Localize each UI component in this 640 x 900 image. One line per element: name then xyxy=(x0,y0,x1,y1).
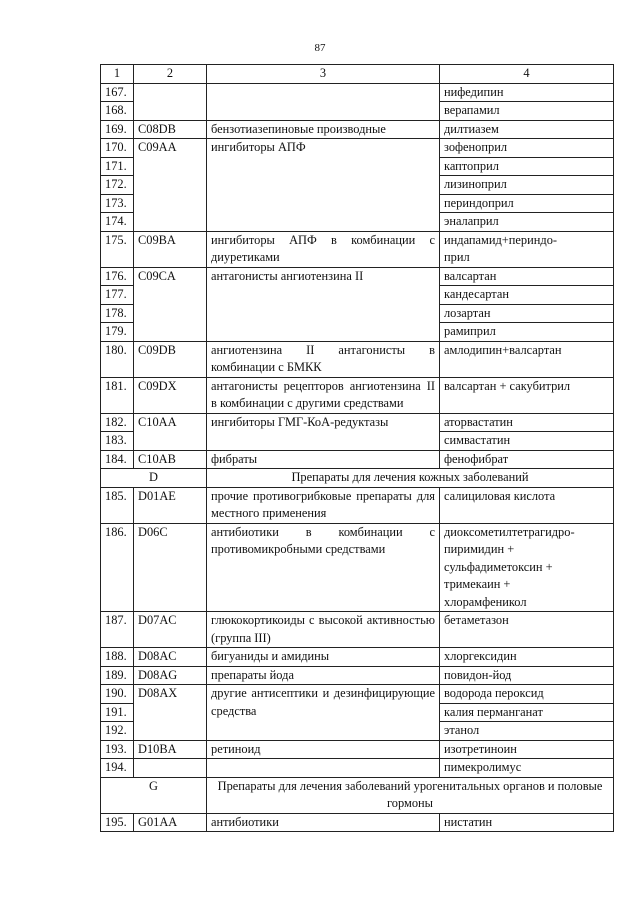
drug-name: периндоприл xyxy=(440,194,614,213)
drug-name: аторвастатин xyxy=(440,413,614,432)
drug-group: глюкокортикоиды с высокой активностью (группа III) xyxy=(207,612,440,648)
row-number: 181. xyxy=(101,377,134,413)
atc-code: C10AA xyxy=(134,413,207,450)
row-number: 169. xyxy=(101,120,134,139)
drug-name: амлодипин+валсартан xyxy=(440,341,614,377)
table-row xyxy=(101,740,614,759)
atc-code xyxy=(134,102,207,121)
drug-name: салициловая кислота xyxy=(440,487,614,523)
atc-code: C09DX xyxy=(134,377,207,413)
section-title: Препараты для лечения заболеваний урогенитальных органов и половые гормоны xyxy=(207,777,614,813)
drug-name: лозартан xyxy=(440,304,614,323)
atc-code: D01AE xyxy=(134,487,207,523)
header-cell: 3 xyxy=(207,65,440,84)
row-number: 168. xyxy=(101,102,134,121)
atc-code: D10BA xyxy=(134,740,207,759)
drug-name: рамиприл xyxy=(440,323,614,342)
drug-name-line: прил xyxy=(444,250,470,264)
atc-code: C10AB xyxy=(134,450,207,469)
page-number: 87 xyxy=(314,42,326,54)
row-number: 195. xyxy=(101,813,134,832)
drug-name: нистатин xyxy=(440,813,614,832)
row-number: 187. xyxy=(101,612,134,648)
table-row xyxy=(101,102,614,121)
table-row xyxy=(101,267,614,286)
row-number: 184. xyxy=(101,450,134,469)
header-cell: 1 xyxy=(101,65,134,84)
row-number: 186. xyxy=(101,523,134,612)
drug-name: повидон-йод xyxy=(440,666,614,685)
table-row xyxy=(101,759,614,778)
row-number: 175. xyxy=(101,231,134,267)
atc-code: C09AA xyxy=(134,139,207,232)
table-row xyxy=(101,120,614,139)
row-number: 182. xyxy=(101,413,134,432)
drug-group: антибиотики xyxy=(207,813,440,832)
drug-list-table xyxy=(100,64,614,832)
section-row-g xyxy=(101,777,614,813)
drug-group: антагонисты рецепторов ангиотензина II в комбинации с другими средствами xyxy=(207,377,440,413)
drug-group: бензотиазепиновые производные xyxy=(207,120,440,139)
drug-name: хлоргексидин xyxy=(440,648,614,667)
drug-group: антагонисты ангиотензина II xyxy=(207,267,440,341)
table-row xyxy=(101,413,614,432)
table-row xyxy=(101,648,614,667)
table-row xyxy=(101,139,614,158)
row-number: 173. xyxy=(101,194,134,213)
drug-name: калия перманганат xyxy=(440,703,614,722)
drug-group: фибраты xyxy=(207,450,440,469)
drug-name: водорода пероксид xyxy=(440,685,614,704)
drug-group: другие антисептики и дезинфицирующие средства xyxy=(207,685,440,741)
row-number: 183. xyxy=(101,432,134,451)
drug-name xyxy=(440,523,614,612)
atc-code: C09CA xyxy=(134,267,207,341)
atc-code: D08AG xyxy=(134,666,207,685)
drug-name: валсартан xyxy=(440,267,614,286)
table-row xyxy=(101,83,614,102)
drug-group: прочие противогрибковые препараты для местного применения xyxy=(207,487,440,523)
drug-name: каптоприл xyxy=(440,157,614,176)
section-row-d xyxy=(101,469,614,488)
drug-group: бигуаниды и амидины xyxy=(207,648,440,667)
row-number: 179. xyxy=(101,323,134,342)
table-row xyxy=(101,450,614,469)
drug-name: фенофибрат xyxy=(440,450,614,469)
atc-code: D06C xyxy=(134,523,207,612)
atc-code xyxy=(134,759,207,778)
drug-name-line: сульфадиметоксин + xyxy=(444,559,553,574)
row-number: 194. xyxy=(101,759,134,778)
drug-group: ингибиторы АПФ в комбинации с диуретиками xyxy=(207,231,440,267)
drug-group: ретиноид xyxy=(207,740,440,759)
drug-group xyxy=(207,83,440,102)
table-row xyxy=(101,523,614,612)
drug-name: этанол xyxy=(440,722,614,741)
table-row xyxy=(101,813,614,832)
section-letter: G xyxy=(101,777,207,813)
header-cell: 2 xyxy=(134,65,207,84)
drug-group: препараты йода xyxy=(207,666,440,685)
drug-group: антибиотики в комбинации с противомикробными средствами xyxy=(207,523,440,612)
table-row xyxy=(101,487,614,523)
drug-name: зофеноприл xyxy=(440,139,614,158)
row-number: 188. xyxy=(101,648,134,667)
row-number: 189. xyxy=(101,666,134,685)
row-number: 176. xyxy=(101,267,134,286)
row-number: 190. xyxy=(101,685,134,704)
drug-name: дилтиазем xyxy=(440,120,614,139)
section-title: Препараты для лечения кожных заболеваний xyxy=(207,469,614,488)
row-number: 177. xyxy=(101,286,134,305)
drug-name: бетаметазон xyxy=(440,612,614,648)
drug-name: эналаприл xyxy=(440,213,614,232)
row-number: 185. xyxy=(101,487,134,523)
table-row xyxy=(101,377,614,413)
drug-name-line: индапамид+периндо- xyxy=(444,232,558,247)
drug-name: валсартан + сакубитрил xyxy=(440,377,614,413)
row-number: 171. xyxy=(101,157,134,176)
header-cell: 4 xyxy=(440,65,614,84)
atc-code: D07AC xyxy=(134,612,207,648)
row-number: 178. xyxy=(101,304,134,323)
atc-code: C09BA xyxy=(134,231,207,267)
drug-name-line: диоксометилтетрагидро- xyxy=(444,524,575,539)
drug-group: ингибиторы ГМГ-КоА-редуктазы xyxy=(207,413,440,450)
drug-group xyxy=(207,759,440,778)
drug-name: лизиноприл xyxy=(440,176,614,195)
table-row xyxy=(101,685,614,704)
atc-code: C09DB xyxy=(134,341,207,377)
drug-name: изотретиноин xyxy=(440,740,614,759)
table-row xyxy=(101,612,614,648)
drug-name xyxy=(440,231,614,267)
drug-name-line: тримекаин + xyxy=(444,577,511,591)
table-row xyxy=(101,666,614,685)
row-number: 180. xyxy=(101,341,134,377)
drug-group xyxy=(207,102,440,121)
atc-code xyxy=(134,83,207,102)
atc-code: D08AC xyxy=(134,648,207,667)
section-letter: D xyxy=(101,469,207,488)
drug-group: ангиотензина II антагонисты в комбинации с БМКК xyxy=(207,341,440,377)
row-number: 172. xyxy=(101,176,134,195)
drug-name: симвастатин xyxy=(440,432,614,451)
atc-code: G01AA xyxy=(134,813,207,832)
drug-name-line: хлорамфеникол xyxy=(444,594,527,609)
drug-name: пимекролимус xyxy=(440,759,614,778)
row-number: 170. xyxy=(101,139,134,158)
atc-code: C08DB xyxy=(134,120,207,139)
drug-name: кандесартан xyxy=(440,286,614,305)
row-number: 193. xyxy=(101,740,134,759)
table-row xyxy=(101,341,614,377)
drug-name: нифедипин xyxy=(440,83,614,102)
row-number: 191. xyxy=(101,703,134,722)
drug-name-line: пиримидин + xyxy=(444,542,515,556)
row-number: 167. xyxy=(101,83,134,102)
atc-code: D08AX xyxy=(134,685,207,741)
drug-group: ингибиторы АПФ xyxy=(207,139,440,232)
row-number: 192. xyxy=(101,722,134,741)
table-row xyxy=(101,231,614,267)
drug-name: верапамил xyxy=(440,102,614,121)
row-number: 174. xyxy=(101,213,134,232)
table-header-row xyxy=(101,65,614,84)
